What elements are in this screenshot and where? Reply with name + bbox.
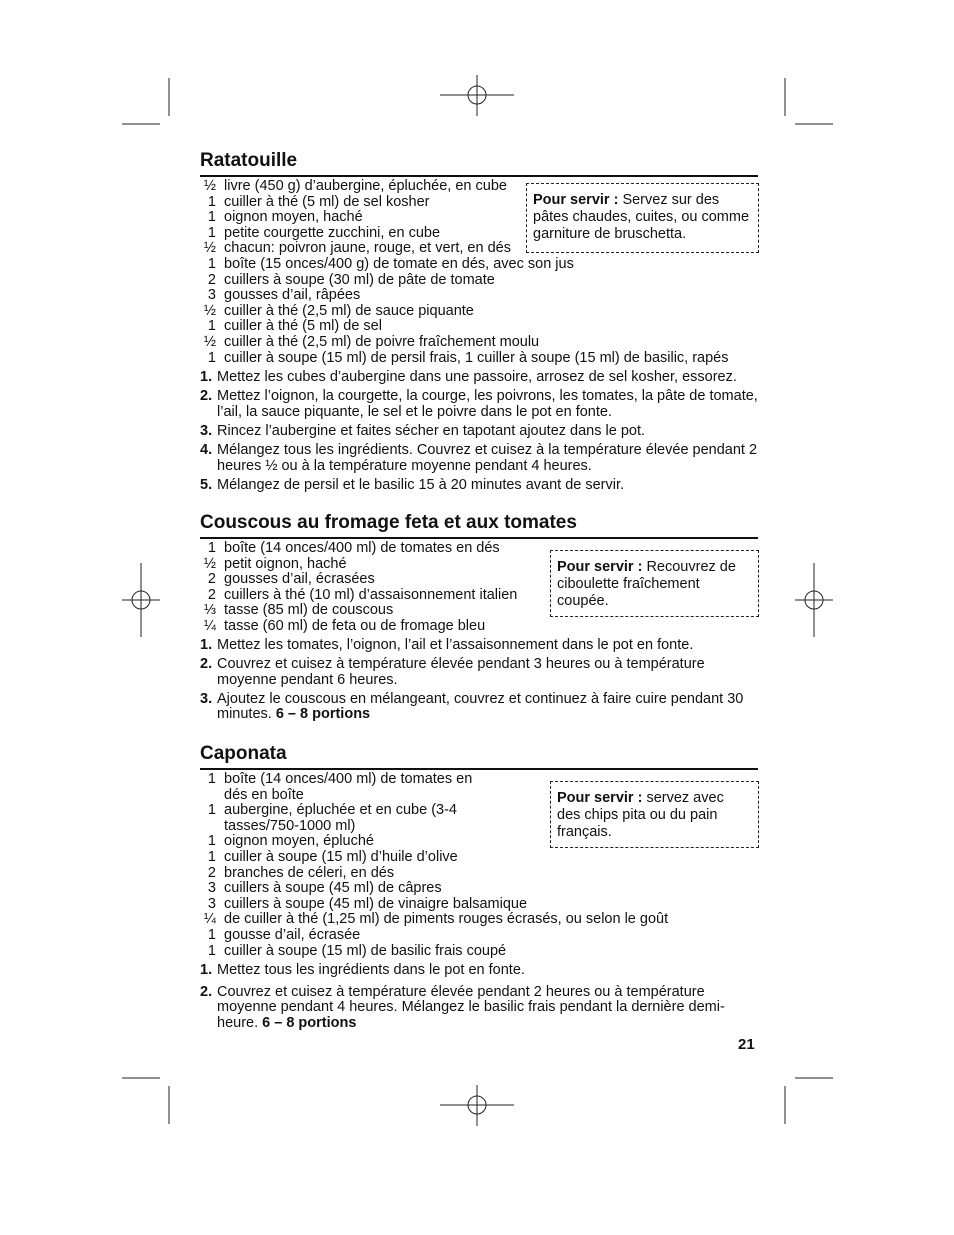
yield-label: 6 – 8 portions xyxy=(262,1014,357,1031)
registration-mark-bottom xyxy=(440,1085,514,1126)
recipe-couscous xyxy=(200,512,758,723)
ingredient-item: ¼ tasse (60 ml) de feta ou de fromage bleu xyxy=(203,617,486,634)
serving-suggestion-box: Pour servir : servez avec des chips pita ou du pain français. xyxy=(550,781,759,848)
recipe-title: Couscous au fromage feta et aux tomates xyxy=(200,512,758,539)
step-list xyxy=(200,370,758,493)
ingredient-item: 1 cuiller à soupe (15 ml) d’huile d’olive xyxy=(207,848,458,865)
registration-mark-top xyxy=(440,75,514,116)
serving-suggestion-box: Pour servir : Recouvrez de ciboulette fraîchement coupée. xyxy=(550,550,759,617)
ingredient-item: 1 cuiller à thé (5 ml) de sel xyxy=(207,318,382,335)
ingredient-item: 1 gousse d’ail, écrasée xyxy=(207,926,361,943)
ingredient-item: ¼ de cuiller à thé (1,25 ml) de piments rouges écrasés, ou selon le goût xyxy=(203,911,669,928)
ingredient-item: 1 oignon moyen, épluché xyxy=(207,833,374,850)
ingredient-item: 2 gousses d’ail, écrasées xyxy=(207,571,375,588)
serving-suggestion-box: Pour servir : Servez sur des pâtes chaudes, cuites, ou comme garniture de bruschetta. xyxy=(526,183,759,253)
step-item: 3. Rincez l’aubergine et faites sécher en tapotant ajoutez dans le pot. xyxy=(200,422,646,439)
step-item: 2. Couvrez et cuisez à température élevée pendant 2 heures ou à température moyenne pendant 4 heures. Mélangez le basilic frais pendant la dernière demi-heure. 6 – 8 portions xyxy=(200,983,725,1031)
page-number: 21 xyxy=(738,1036,755,1053)
yield-label: 6 – 8 portions xyxy=(275,706,371,723)
step-list xyxy=(200,638,758,723)
ingredient-item: 1 boîte (14 onces/400 ml) de tomates en dés en boîte xyxy=(207,771,473,803)
ingredient-item: 1 petite courgette zucchini, en cube xyxy=(207,224,441,241)
ingredient-item: 1 aubergine, épluchée et en cube (3-4 tasses/750-1000 ml) xyxy=(207,802,457,834)
step-item: 2. Mettez l’oignon, la courgette, la courge, les poivrons, les tomates, la pâte de tomate, l’ail, la sauce piquante, le sel et le poivre dans le pot en fonte. xyxy=(200,388,758,420)
ingredient-item: 3 gousses d’ail, râpées xyxy=(207,287,361,304)
step-item: 2. Couvrez et cuisez à température élevée pendant 3 heures ou à température moyenne pendant 6 heures. xyxy=(200,656,705,688)
registration-mark-left xyxy=(122,563,160,637)
ingredient-item: ½ livre (450 g) d’aubergine, épluchée, en cube xyxy=(203,178,507,194)
recipe-title: Ratatouille xyxy=(200,150,758,177)
ingredient-item: 2 cuillers à thé (10 ml) d’assaisonnement italien xyxy=(207,586,518,603)
ingredient-item: 1 cuiller à thé (5 ml) de sel kosher xyxy=(207,193,430,210)
ingredient-item: 1 cuiller à soupe (15 ml) de basilic frais coupé xyxy=(207,942,507,959)
ingredient-item: 2 cuillers à soupe (30 ml) de pâte de tomate xyxy=(207,271,495,288)
ingredient-item: 3 cuillers à soupe (45 ml) de vinaigre balsamique xyxy=(207,895,528,912)
recipe-caponata xyxy=(200,743,758,1032)
ingredient-item: ⅓ tasse (85 ml) de couscous xyxy=(203,602,394,619)
ingredient-item: ½ cuiller à thé (2,5 ml) de sauce piquante xyxy=(203,302,474,319)
ingredient-item: 1 boîte (14 onces/400 ml) de tomates en dés xyxy=(207,540,500,556)
recipe-title: Caponata xyxy=(200,743,758,770)
step-item: 1. Mettez les cubes d’aubergine dans une passoire, arrosez de sel kosher, essorez. xyxy=(200,369,737,386)
ingredient-item: 1 oignon moyen, haché xyxy=(207,209,363,226)
ingredient-item: 1 boîte (15 onces/400 g) de tomate en dés, avec son jus xyxy=(207,255,574,272)
ingredient-item: ½ cuiller à thé (2,5 ml) de poivre fraîchement moulu xyxy=(203,333,540,350)
ingredient-item: 2 branches de céleri, en dés xyxy=(207,864,395,881)
ingredient-item: 1 cuiller à soupe (15 ml) de persil frais, 1 cuiller à soupe (15 ml) de basilic, rapés xyxy=(207,349,729,366)
ingredient-item: ½ petit oignon, haché xyxy=(203,555,347,572)
step-item: 4. Mélangez tous les ingrédients. Couvrez et cuisez à la température élevée pendant 2 heures ½ ou à la température moyenne pendant 4 heures. xyxy=(200,442,758,474)
ingredient-item: 3 cuillers à soupe (45 ml) de câpres xyxy=(207,880,442,897)
ingredient-item: ½ chacun: poivron jaune, rouge, et vert, en dés xyxy=(203,240,511,257)
step-item: 3. Ajoutez le couscous en mélangeant, couvrez et continuez à faire cuire pendant 30 minutes. 6 – 8 portions xyxy=(200,690,744,723)
step-item: 5. Mélangez de persil et le basilic 15 à 20 minutes avant de servir. xyxy=(200,476,625,493)
registration-mark-right xyxy=(795,563,833,637)
step-item: 1. Mettez tous les ingrédients dans le pot en fonte. xyxy=(200,962,525,979)
step-list xyxy=(200,963,758,1031)
recipe-ratatouille xyxy=(200,150,758,493)
step-item: 1. Mettez les tomates, l’oignon, l’ail et l’assaisonnement dans le pot en fonte. xyxy=(200,637,694,654)
